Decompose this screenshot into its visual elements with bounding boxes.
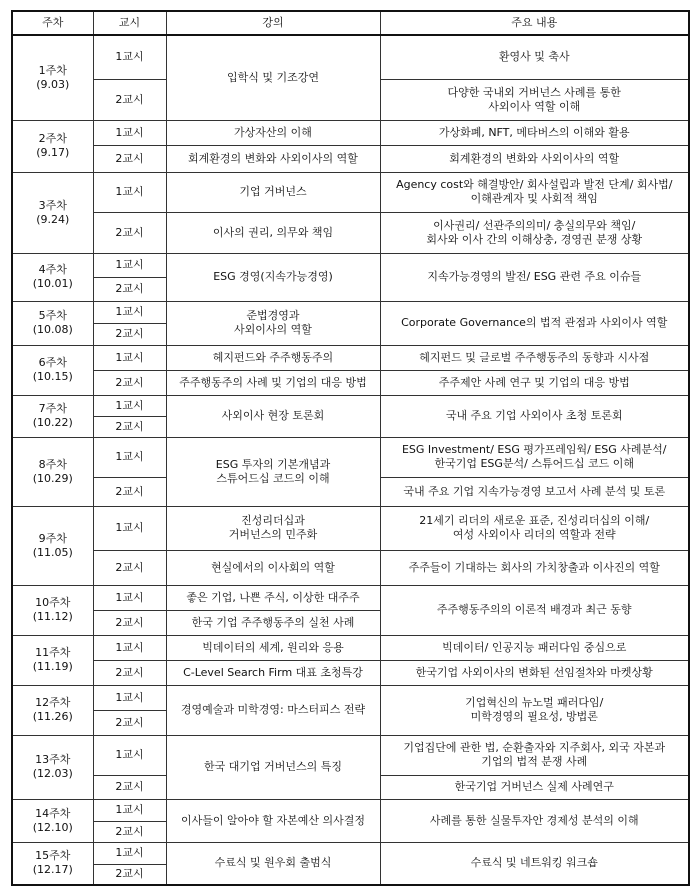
table-row	[12, 145, 689, 172]
period-cell: 2교시	[93, 323, 166, 345]
period-cell: 1교시	[93, 253, 166, 277]
period-cell: 2교시	[93, 864, 166, 885]
table-row	[12, 172, 689, 212]
period-cell: 2교시	[93, 821, 166, 842]
period-cell: 1교시	[93, 735, 166, 775]
period-cell: 1교시	[93, 35, 166, 79]
table-row	[12, 395, 689, 416]
table-row	[12, 301, 689, 323]
lecture-cell: 한국 기업 주주행동주의 실천 사례	[166, 610, 380, 635]
table-row	[12, 685, 689, 710]
lecture-cell: 사외이사 현장 토론회	[166, 395, 380, 437]
lecture-cell: 경영예술과 미학경영: 마스터피스 전략	[166, 685, 380, 735]
lecture-cell: ESG 투자의 기본개념과 스튜어드십 코드의 이해	[166, 437, 380, 506]
content-cell: 환영사 및 축사	[380, 35, 689, 79]
content-cell: 국내 주요 기업 사외이사 초청 토론회	[380, 395, 689, 437]
period-cell: 1교시	[93, 799, 166, 821]
period-cell: 2교시	[93, 660, 166, 685]
week-label: 1주차 (9.03)	[12, 35, 93, 120]
lecture-cell: 가상자산의 이해	[166, 120, 380, 145]
table-row	[12, 120, 689, 145]
table-row	[12, 35, 689, 79]
lecture-cell: 진성리더십과 거버넌스의 민주화	[166, 506, 380, 550]
content-cell: 가상화폐, NFT, 메타버스의 이해와 활용	[380, 120, 689, 145]
week-label: 11주차 (11.19)	[12, 635, 93, 685]
header-content: 주요 내용	[380, 11, 689, 35]
period-cell: 1교시	[93, 635, 166, 660]
table-row	[12, 370, 689, 395]
content-cell: 지속가능경영의 발전/ ESG 관련 주요 이슈들	[380, 253, 689, 301]
header-row	[12, 11, 689, 35]
week-label: 3주차 (9.24)	[12, 172, 93, 253]
table-row	[12, 437, 689, 477]
content-cell: 국내 주요 기업 지속가능경영 보고서 사례 분석 및 토론	[380, 477, 689, 506]
period-cell: 1교시	[93, 685, 166, 710]
lecture-cell: ESG 경영(지속가능경영)	[166, 253, 380, 301]
course-schedule-table	[11, 10, 690, 886]
period-cell: 2교시	[93, 212, 166, 253]
week-label: 9주차 (11.05)	[12, 506, 93, 585]
content-cell: 수료식 및 네트워킹 워크숍	[380, 842, 689, 885]
period-cell: 1교시	[93, 301, 166, 323]
lecture-cell: 이사의 권리, 의무와 책임	[166, 212, 380, 253]
lecture-cell: 입학식 및 기조강연	[166, 35, 380, 120]
table-row	[12, 253, 689, 277]
table-row	[12, 635, 689, 660]
content-cell: ESG Investment/ ESG 평가프레임웍/ ESG 사례분석/ 한국기업 ESG분석/ 스튜어드십 코드 이해	[380, 437, 689, 477]
period-cell: 2교시	[93, 477, 166, 506]
lecture-cell: 한국 대기업 거버넌스의 특징	[166, 735, 380, 799]
content-cell: Agency cost와 해결방안/ 회사설립과 발전 단계/ 회사법/ 이해관계자 및 사회적 책임	[380, 172, 689, 212]
period-cell: 2교시	[93, 775, 166, 799]
week-label: 8주차 (10.29)	[12, 437, 93, 506]
week-label: 2주차 (9.17)	[12, 120, 93, 172]
week-label: 12주차 (11.26)	[12, 685, 93, 735]
week-label: 15주차 (12.17)	[12, 842, 93, 885]
table-row	[12, 799, 689, 821]
table-row	[12, 345, 689, 370]
table-row	[12, 212, 689, 253]
week-label: 4주차 (10.01)	[12, 253, 93, 301]
lecture-cell: 수료식 및 원우회 출범식	[166, 842, 380, 885]
week-label: 5주차 (10.08)	[12, 301, 93, 345]
lecture-cell: 회계환경의 변화와 사외이사의 역할	[166, 145, 380, 172]
content-cell: 주주제안 사례 연구 및 기업의 대응 방법	[380, 370, 689, 395]
table-row	[12, 550, 689, 585]
content-cell: 다양한 국내외 거버넌스 사례를 통한 사외이사 역할 이해	[380, 79, 689, 120]
week-label: 10주차 (11.12)	[12, 585, 93, 635]
content-cell: 21세기 리더의 새로운 표준, 진성리더십의 이해/ 여성 사외이사 리더의 역할과 전략	[380, 506, 689, 550]
lecture-cell: 빅데이터의 세계, 원리와 응용	[166, 635, 380, 660]
header-lecture: 강의	[166, 11, 380, 35]
content-cell: 이사권리/ 선관주의의미/ 충실의무와 책임/ 회사와 이사 간의 이해상충, 경영권 분쟁 상황	[380, 212, 689, 253]
lecture-cell: 좋은 기업, 나쁜 주식, 이상한 대주주	[166, 585, 380, 610]
period-cell: 1교시	[93, 395, 166, 416]
content-cell: 한국기업 사외이사의 변화된 선임절차와 마켓상황	[380, 660, 689, 685]
table-row	[12, 585, 689, 610]
week-label: 7주차 (10.22)	[12, 395, 93, 437]
content-cell: 회계환경의 변화와 사외이사의 역할	[380, 145, 689, 172]
period-cell: 1교시	[93, 345, 166, 370]
content-cell: 주주행동주의의 이론적 배경과 최근 동향	[380, 585, 689, 635]
content-cell: 빅데이터/ 인공지능 패러다임 중심으로	[380, 635, 689, 660]
period-cell: 1교시	[93, 437, 166, 477]
lecture-cell: 기업 거버넌스	[166, 172, 380, 212]
lecture-cell: C-Level Search Firm 대표 초청특강	[166, 660, 380, 685]
period-cell: 2교시	[93, 145, 166, 172]
lecture-cell: 주주행동주의 사례 및 기업의 대응 방법	[166, 370, 380, 395]
week-label: 6주차 (10.15)	[12, 345, 93, 395]
period-cell: 2교시	[93, 370, 166, 395]
week-label: 14주차 (12.10)	[12, 799, 93, 842]
table-row	[12, 735, 689, 775]
period-cell: 1교시	[93, 585, 166, 610]
period-cell: 2교시	[93, 610, 166, 635]
content-cell: Corporate Governance의 법적 관점과 사외이사 역할	[380, 301, 689, 345]
period-cell: 1교시	[93, 506, 166, 550]
period-cell: 2교시	[93, 79, 166, 120]
lecture-cell: 이사들이 알아야 할 자본예산 의사결정	[166, 799, 380, 842]
period-cell: 2교시	[93, 277, 166, 301]
header-week: 주차	[12, 11, 93, 35]
table-row	[12, 506, 689, 550]
period-cell: 2교시	[93, 416, 166, 437]
period-cell: 1교시	[93, 842, 166, 864]
table-row	[12, 660, 689, 685]
week-label: 13주차 (12.03)	[12, 735, 93, 799]
table-row	[12, 842, 689, 864]
lecture-cell: 헤지펀드와 주주행동주의	[166, 345, 380, 370]
content-cell: 주주들이 기대하는 회사의 가치창출과 이사진의 역할	[380, 550, 689, 585]
content-cell: 기업혁신의 뉴노멀 패러다임/ 미학경영의 필요성, 방법론	[380, 685, 689, 735]
content-cell: 헤지펀드 및 글로벌 주주행동주의 동향과 시사점	[380, 345, 689, 370]
period-cell: 2교시	[93, 710, 166, 735]
period-cell: 1교시	[93, 120, 166, 145]
content-cell: 한국기업 거버넌스 실제 사례연구	[380, 775, 689, 799]
header-period: 교시	[93, 11, 166, 35]
period-cell: 2교시	[93, 550, 166, 585]
period-cell: 1교시	[93, 172, 166, 212]
content-cell: 기업집단에 관한 법, 순환출자와 지주회사, 외국 자본과 기업의 법적 분쟁 사례	[380, 735, 689, 775]
lecture-cell: 준법경영과 사외이사의 역할	[166, 301, 380, 345]
lecture-cell: 현실에서의 이사회의 역할	[166, 550, 380, 585]
content-cell: 사례를 통한 실물투자안 경제성 분석의 이해	[380, 799, 689, 842]
